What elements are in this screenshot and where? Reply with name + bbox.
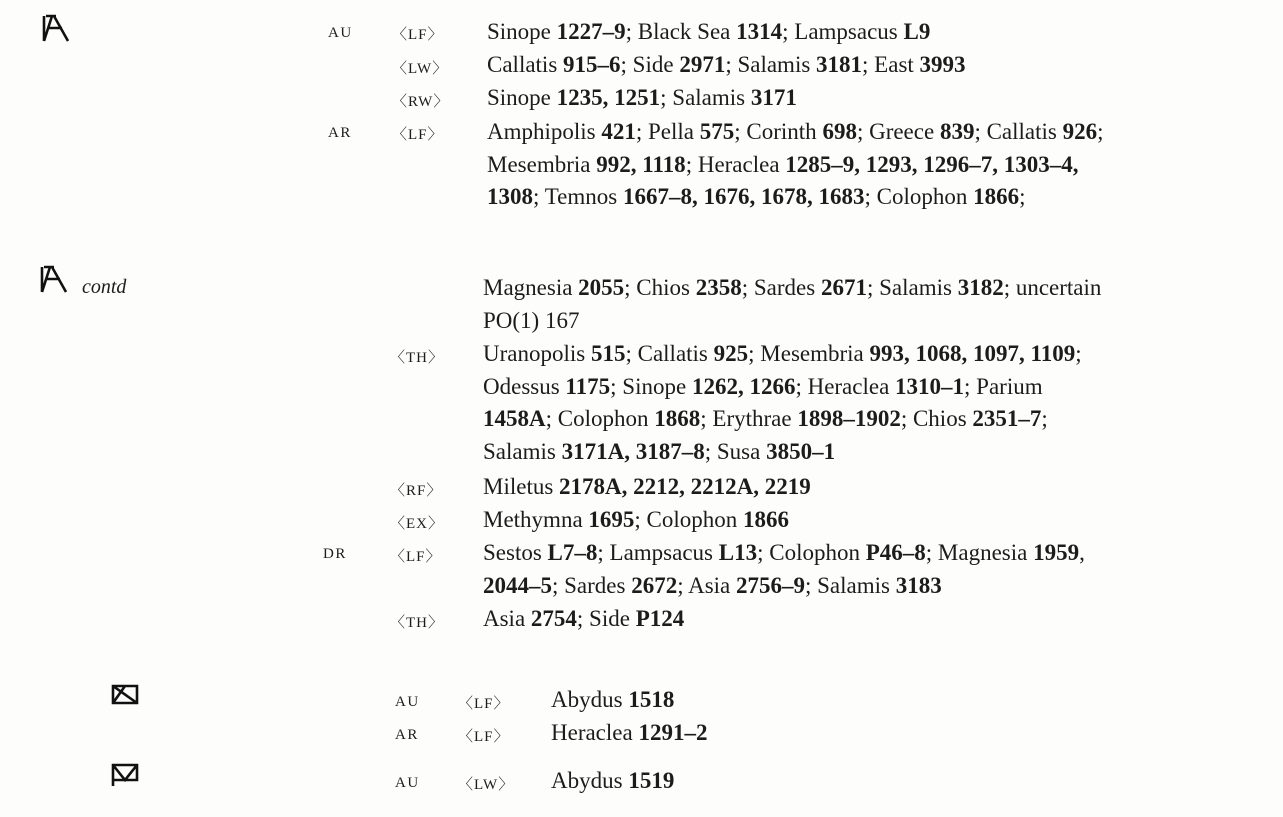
reference-line: Amphipolis 421; Pella 575; Corinth 698; Greece 839; Callatis 926; Mesembria 992, 1118; Heraclea 1285–9, 1293, 1296–7, 1303–4, 1308; Temnos 1667–8, 1676, 1678, 1683; Colophon 1866; bbox=[487, 119, 1104, 209]
position-label: 〈LF〉 bbox=[458, 729, 510, 745]
position-label: 〈LF〉 bbox=[390, 549, 442, 565]
catalogue-number: 698 bbox=[822, 119, 857, 144]
metal-label: AR bbox=[395, 727, 419, 743]
catalogue-number: 2754 bbox=[530, 606, 577, 631]
reference-line: Abydus 1518 bbox=[551, 687, 675, 712]
catalogue-number: 1235, 1251 bbox=[556, 85, 661, 110]
catalogue-number: 3183 bbox=[895, 572, 942, 598]
position-label: 〈LW〉 bbox=[392, 61, 449, 77]
position-label: 〈LF〉 bbox=[392, 127, 444, 143]
catalogue-number: 1959 bbox=[1033, 540, 1080, 565]
monogram-a-icon bbox=[40, 14, 74, 44]
catalogue-number: 1308 bbox=[487, 184, 533, 209]
catalogue-number: 1868 bbox=[654, 406, 701, 431]
reference-line: Methymna 1695; Colophon 1866 bbox=[483, 507, 790, 532]
catalogue-number: L13 bbox=[718, 540, 758, 565]
catalogue-number: 2672 bbox=[631, 572, 678, 598]
metal-label: DR bbox=[323, 546, 347, 562]
catalogue-number: 993, 1068, 1097, 1109 bbox=[869, 341, 1076, 366]
catalogue-number: 1667–8, 1676, 1678, 1683 bbox=[622, 184, 865, 209]
reference-line: Sinope 1227–9; Black Sea 1314; Lampsacus L9 bbox=[487, 19, 931, 44]
catalogue-number: 1519 bbox=[628, 768, 675, 793]
metal-label: AR bbox=[328, 125, 352, 141]
catalogue-number: 3850–1 bbox=[766, 438, 836, 464]
catalogue-number: 421 bbox=[601, 119, 636, 144]
catalogue-number: 839 bbox=[939, 119, 975, 144]
reference-line: Miletus 2178A, 2212, 2212A, 2219 bbox=[483, 474, 811, 499]
reference-line: Magnesia 2055; Chios 2358; Sardes 2671; Salamis 3182; uncertain PO(1) 167 bbox=[483, 275, 1102, 333]
catalogue-number: 1866 bbox=[743, 507, 790, 532]
reference-line: Sestos L7–8; Lampsacus L13; Colophon P46–8; Magnesia 1959, 2044–5; Sardes 2672; Asia 2756–9; Salamis 3183 bbox=[483, 540, 1085, 598]
metal-label: AU bbox=[395, 775, 420, 791]
monogram-box-icon bbox=[110, 683, 144, 713]
catalogue-number: P46–8 bbox=[865, 540, 926, 565]
catalogue-number: L9 bbox=[903, 19, 931, 44]
catalogue-number: 1227–9 bbox=[556, 19, 626, 44]
position-label: 〈EX〉 bbox=[390, 516, 444, 532]
position-label: 〈TH〉 bbox=[390, 350, 444, 366]
catalogue-number: 1458A bbox=[483, 406, 546, 431]
position-label: 〈LW〉 bbox=[458, 777, 515, 793]
metal-label: AU bbox=[395, 694, 420, 710]
contd-label: contd bbox=[82, 276, 127, 298]
catalogue-number: 925 bbox=[713, 341, 749, 366]
reference-line: Heraclea 1291–2 bbox=[551, 720, 708, 745]
catalogue-number: 3181 bbox=[816, 52, 863, 77]
position-label: 〈TH〉 bbox=[390, 615, 444, 631]
catalogue-number: 926 bbox=[1062, 119, 1098, 144]
catalogue-number: 2756–9 bbox=[736, 572, 805, 598]
catalogue-number: 2044–5 bbox=[483, 572, 552, 598]
catalogue-number: 515 bbox=[590, 341, 626, 366]
reference-line: Abydus 1519 bbox=[551, 768, 675, 793]
catalogue-number: 2358 bbox=[695, 275, 742, 300]
catalogue-number: 2671 bbox=[820, 275, 867, 300]
catalogue-number: 575 bbox=[699, 119, 735, 144]
position-label: 〈LF〉 bbox=[458, 696, 510, 712]
catalogue-number: 1695 bbox=[588, 507, 635, 532]
catalogue-number: 2351–7 bbox=[972, 406, 1042, 431]
position-label: 〈LF〉 bbox=[392, 27, 444, 43]
catalogue-number: 1314 bbox=[736, 19, 783, 44]
catalogue-number: L7–8 bbox=[547, 540, 598, 565]
catalogue-number: 1310–1 bbox=[895, 373, 965, 399]
catalogue-number: 1285–9, 1293, 1296–7, 1303–4, bbox=[785, 151, 1079, 177]
catalogue-number: 2055 bbox=[578, 275, 625, 300]
catalogue-number: 1291–2 bbox=[638, 720, 708, 745]
catalogue-number: 1518 bbox=[628, 687, 675, 712]
reference-line: Callatis 915–6; Side 2971; Salamis 3181; East 3993 bbox=[487, 52, 966, 77]
catalogue-number: 2178A, 2212, 2212A, 2219 bbox=[559, 474, 811, 499]
catalogue-number: 3171A, 3187–8 bbox=[561, 438, 705, 464]
catalogue-number: 1262, 1266 bbox=[691, 373, 796, 399]
catalogue-number: P124 bbox=[635, 606, 685, 631]
reference-line: Sinope 1235, 1251; Salamis 3171 bbox=[487, 85, 797, 110]
monogram-flag-icon bbox=[110, 762, 144, 792]
position-label: 〈RF〉 bbox=[390, 483, 443, 499]
catalogue-number: 1898–1902 bbox=[797, 406, 901, 431]
catalogue-number: 2971 bbox=[679, 52, 726, 77]
catalogue-number: 3182 bbox=[957, 275, 1004, 300]
reference-line: Uranopolis 515; Callatis 925; Mesembria 993, 1068, 1097, 1109; Odessus 1175; Sinope 1262, 1266; Heraclea 1310–1; Parium 1458A; Colophon 1868; Erythrae 1898–1902; Chios 2351–7; Salamis 3171A, 3187–8; Susa 3850–1 bbox=[483, 341, 1082, 464]
catalogue-number: 1175 bbox=[565, 373, 611, 399]
position-label: 〈RW〉 bbox=[392, 94, 450, 110]
catalogue-number: 3171 bbox=[750, 85, 797, 110]
reference-line: Asia 2754; Side P124 bbox=[483, 606, 685, 631]
catalogue-number: 3993 bbox=[919, 52, 966, 77]
catalogue-number: 1866 bbox=[973, 184, 1020, 209]
metal-label: AU bbox=[328, 25, 353, 41]
monogram-a-icon bbox=[38, 265, 72, 295]
catalogue-number: 992, 1118 bbox=[596, 151, 686, 177]
catalogue-number: 915–6 bbox=[563, 52, 621, 77]
